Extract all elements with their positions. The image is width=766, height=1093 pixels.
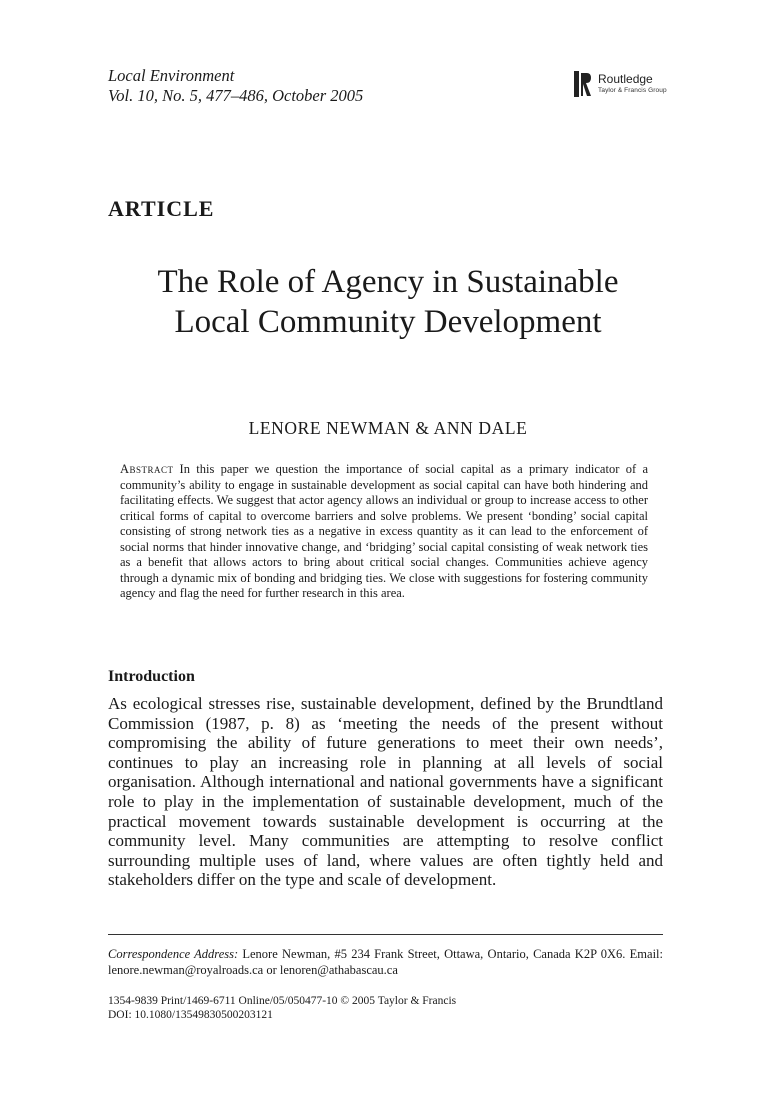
article-authors: LENORE NEWMAN & ANN DALE <box>248 418 528 438</box>
correspondence-label: Correspondence Address: <box>108 947 239 961</box>
correspondence-footnote <box>108 946 663 978</box>
title-line-1: The Role of Agency in Sustainable <box>157 264 619 300</box>
journal-citation <box>108 66 363 106</box>
article-title <box>108 262 668 342</box>
abstract-text: In this paper we question the importance of social capital as a primary indicator of a community’s ability to engage in sustainable development as social capital can have both hindering and facilitating effects. We suggest that actor agency allows an individual or group to increase access to other critical forms of capital to overcome barriers and solve problems. We present ‘bonding’ social capital consisting of strong network ties as a negative in excess quantity as it can lead to the enforcement of social norms that hinder innovative change, and ‘bridging’ social capital consisting of weak network ties as a benefit that allows actors to bring about critical social changes. Communities achieve agency through a dynamic mix of bonding and bridging ties. We close with suggestions for fostering community agency and flag the need for further research in this area. <box>120 462 648 600</box>
publisher-group: Taylor & Francis Group <box>598 87 667 94</box>
publication-identifiers <box>108 994 456 1022</box>
correspondence-text: Lenore Newman, #5 234 Frank Street, Ottawa, Ontario, Canada K2P 0X6. Email: lenore.newman@royalroads.ca or lenoren@athabascau.ca <box>108 947 663 977</box>
introduction-paragraph: As ecological stresses rise, sustainable development, defined by the Brundtland Commission (1987, p. 8) as ‘meeting the needs of the present without compromising the ability of future generations to meet their own needs’, continues to play an increasing role in planning at all levels of social organisation. Although international and national governments have a significant role to play in the implementation of sustainable development, much of the practical movement towards sustainable development is occurring at the community level. Many communities are attempting to resolve conflict surrounding multiple uses of land, where values are often tightly held and stakeholders differ on the type and scale of development. <box>108 694 663 890</box>
journal-volume: Vol. 10, No. 5, 477–486, October 2005 <box>108 86 364 105</box>
abstract-label: Abstract <box>120 462 174 476</box>
section-heading-introduction: Introduction <box>108 668 195 685</box>
section-label: ARTICLE <box>108 196 215 221</box>
title-line-2: Local Community Development <box>174 304 602 340</box>
publisher-name: Routledge <box>598 72 653 86</box>
routledge-logo-icon <box>573 70 593 98</box>
issn-line: 1354-9839 Print/1469-6711 Online/05/050477-10 © 2005 Taylor & Francis <box>108 995 457 1007</box>
footnote-divider <box>108 934 663 935</box>
abstract <box>120 462 648 602</box>
doi-line: DOI: 10.1080/13549830500203121 <box>108 1009 273 1021</box>
journal-name: Local Environment <box>108 66 235 85</box>
publisher-logo <box>573 70 683 100</box>
